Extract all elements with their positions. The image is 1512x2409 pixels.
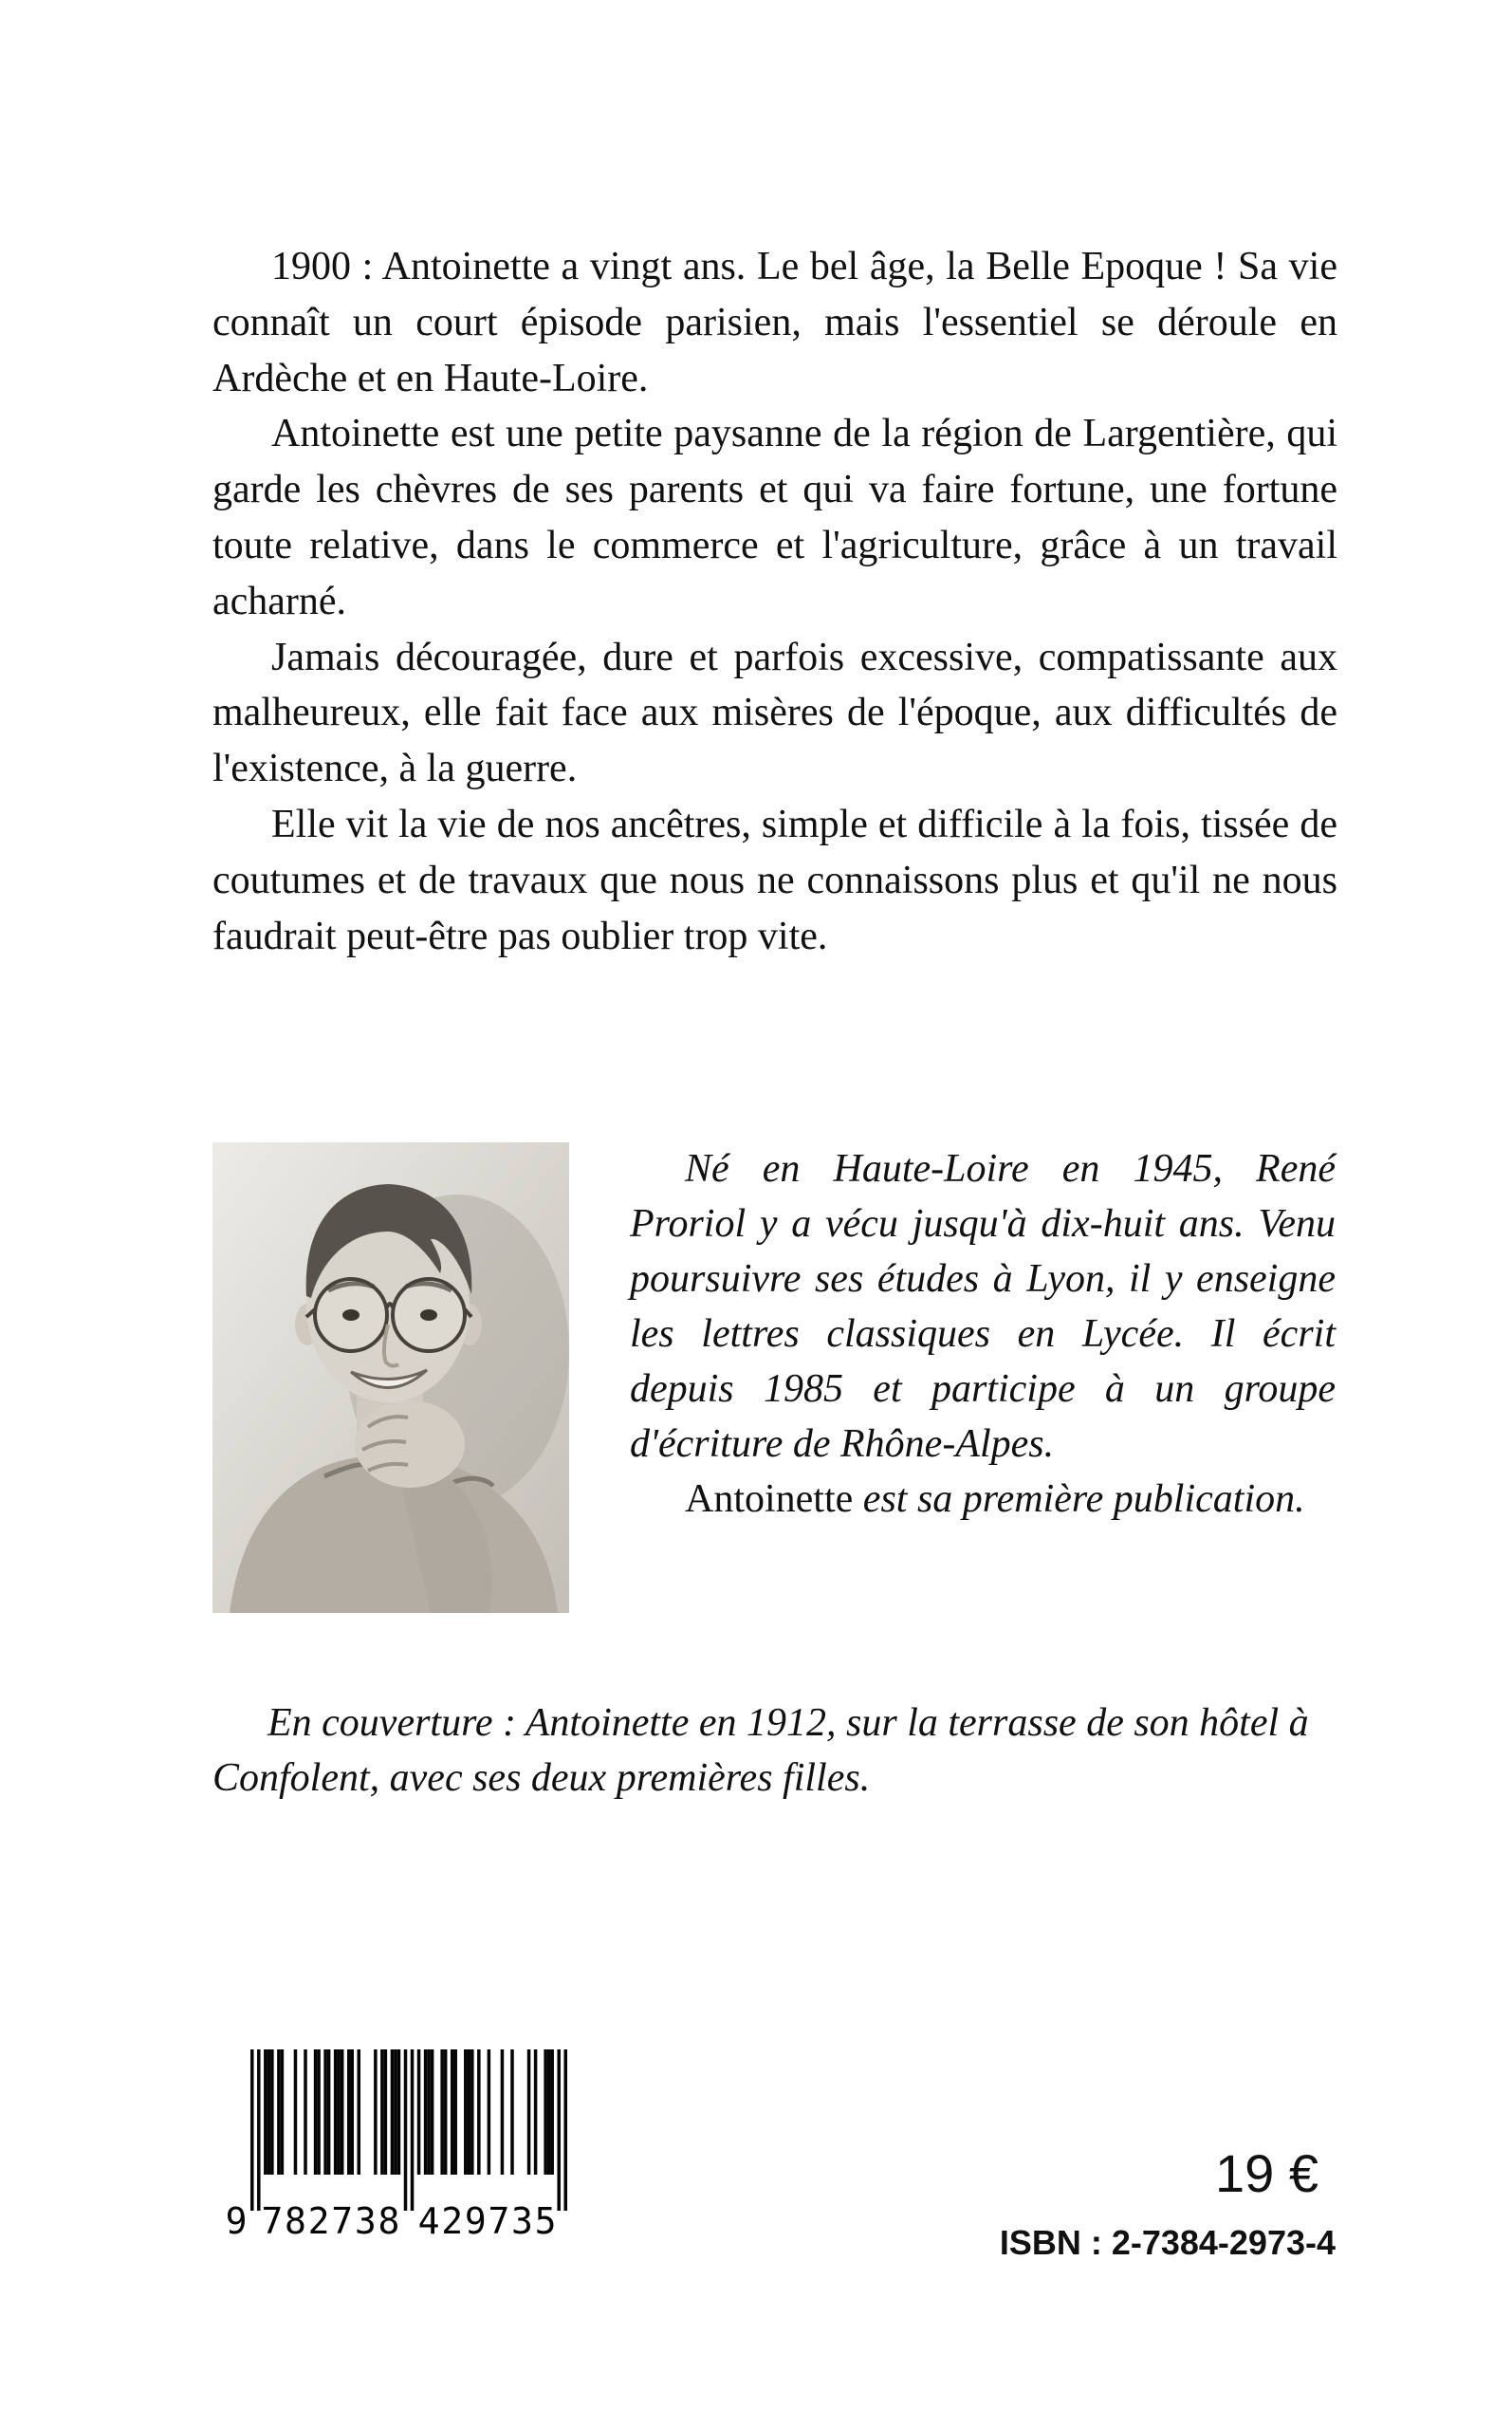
svg-text:7: 7	[261, 2200, 284, 2237]
author-bio-paragraph: Né en Haute-Loire en 1945, René Proriol y a vécu jusqu'à dix-huit ans. Venu poursuivre ses études à Lyon, il y enseigne les lettres classiques en Lycée. Il écrit depuis 1985 et participe à un groupe d'écriture de Rhône-Alpes.	[630, 1147, 1336, 1466]
svg-text:9: 9	[464, 2200, 487, 2237]
svg-text:8: 8	[378, 2200, 400, 2237]
isbn: ISBN : 2-7384-2973-4	[999, 2223, 1336, 2262]
synopsis-paragraph: Elle vit la vie de nos ancêtres, simple et difficile à la fois, tissée de coutumes et de travaux que nous ne connaissons plus et qu'il ne nous faudrait peut-être pas oublier trop vite.	[212, 802, 1337, 958]
pricing-block	[1000, 2142, 1336, 2263]
synopsis	[212, 239, 1337, 964]
author-bio-publication	[630, 1473, 1336, 1528]
svg-text:9: 9	[226, 2200, 248, 2237]
cover-caption: En couverture : Antoinette en 1912, sur la terrasse de son hôtel à Confolent, avec ses deux premières filles.	[212, 1701, 1309, 1800]
barcode	[226, 2049, 567, 2237]
svg-text:7: 7	[331, 2200, 354, 2237]
svg-text:5: 5	[534, 2200, 557, 2237]
svg-text:2: 2	[441, 2200, 464, 2237]
book-title: Antoinette	[685, 1476, 854, 1521]
publication-note: est sa première publication.	[853, 1476, 1305, 1521]
synopsis-paragraph: Antoinette est une petite paysanne de la région de Largentière, qui garde les chèvres de ses parents et qui va faire fortune, une fortune toute relative, dans le commerce et l'agriculture, grâce à un travail acharné.	[212, 412, 1337, 623]
author-section	[212, 1142, 1337, 1613]
svg-text:7: 7	[488, 2200, 510, 2237]
synopsis-paragraph: Jamais découragée, dure et parfois excessive, compatissante aux malheureux, elle fait face aux misères de l'époque, aux difficultés de l'existence, à la guerre.	[212, 635, 1337, 791]
price: 19 €	[1215, 2143, 1318, 2203]
svg-text:3: 3	[511, 2200, 533, 2237]
svg-text:4: 4	[417, 2200, 440, 2237]
author-portrait-illustration	[212, 1142, 569, 1613]
author-bio	[630, 1142, 1336, 1528]
svg-text:3: 3	[354, 2200, 377, 2237]
author-photo	[212, 1142, 569, 1613]
synopsis-paragraph: 1900 : Antoinette a vingt ans. Le bel âge, la Belle Epoque ! Sa vie connaît un court épisode parisien, mais l'essentiel se déroule en Ardèche et en Haute-Loire.	[212, 245, 1337, 400]
barcode-bars	[226, 2049, 567, 2237]
svg-text:8: 8	[285, 2200, 306, 2237]
svg-text:2: 2	[307, 2200, 330, 2237]
